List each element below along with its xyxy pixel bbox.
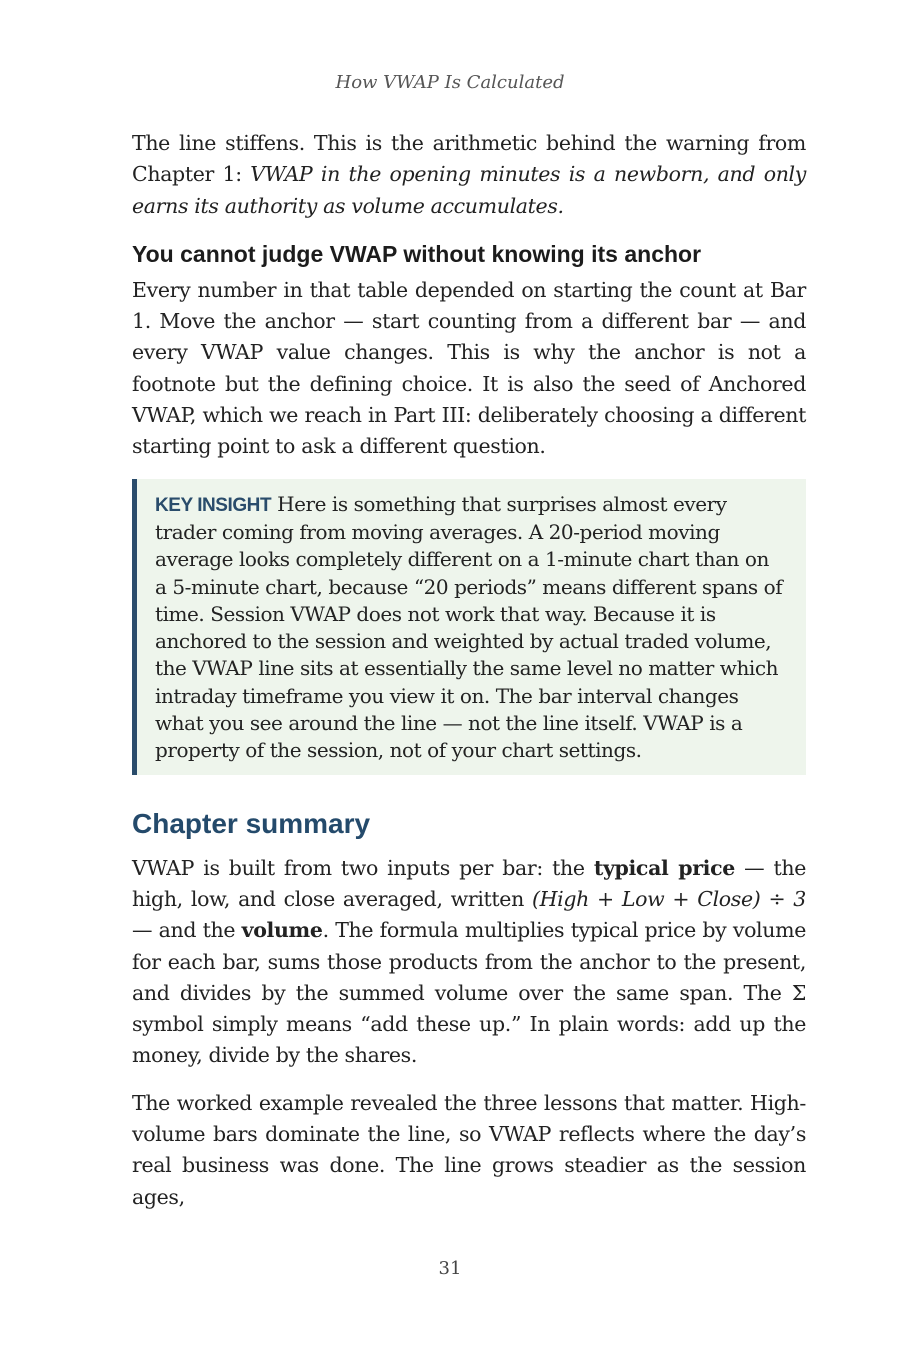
section-heading: You cannot judge VWAP without knowing its anchor [132, 240, 702, 267]
paragraph-anchor-warning [132, 128, 806, 222]
italic-quote: VWAP in the opening minutes is a newborn, and only earns its authority as volume accumulates. [132, 162, 806, 218]
key-insight-callout [132, 479, 806, 775]
callout-label: KEY INSIGHT [155, 494, 272, 516]
page-number: 31 [438, 1258, 462, 1279]
text-run: — the high, low, and close averaged, written [132, 855, 807, 911]
paragraph-text: The line stiffens. This is the arithmetic behind the warning from Chapter 1: [132, 131, 806, 187]
paragraph-summary-lessons: The worked example revealed the three lessons that matter. High-volume bars dominate the line, so VWAP reflects where the day’s real business was done. The line grows steadier as the session ages, [132, 1090, 806, 1209]
page-body [132, 128, 806, 1213]
text-run: VWAP is built from two inputs per bar: the [132, 855, 594, 880]
text-run: . The formula multiplies typical price by volume for each bar, sums those products from the anchor to the present, and divides by the summed volume over the same span. The Σ symbol simply means “add these up.” In plain words: add up the money, divide by the shares. [132, 918, 806, 1068]
bold-term-volume: volume [241, 918, 323, 943]
chapter-summary-heading: Chapter summary [132, 807, 371, 839]
bold-term-typical-price: typical price [593, 855, 735, 880]
text-run: — and the [132, 918, 242, 943]
paragraph-anchor: Every number in that table depended on starting the count at Bar 1. Move the anchor — start counting from a different bar — and every VWAP value changes. This is why the anchor is not a footnote but the defining choice. It is also the seed of Anchored VWAP, which we reach in Part III: deliberately choosing a different starting point to ask a different question. [132, 277, 806, 459]
callout-paragraph [155, 491, 786, 765]
callout-text: Here is something that surprises almost every trader coming from moving averages. A 20-period moving average looks completely different on a 1-minute chart than on a 5-minute chart, because “20 periods” means different spans of time. Session VWAP does not work that way. Because it is anchored to the session and weighted by actual traded volume, the VWAP line sits at essentially the same level no matter which intraday timeframe you view it on. The bar interval changes what you see around the line — not the line itself. VWAP is a property of the session, not of your chart settings. [155, 491, 783, 763]
italic-formula: (High + Low + Close) ÷ 3 [531, 886, 806, 911]
paragraph-summary-formula [132, 853, 806, 1072]
running-head: How VWAP Is Calculated [335, 72, 565, 93]
